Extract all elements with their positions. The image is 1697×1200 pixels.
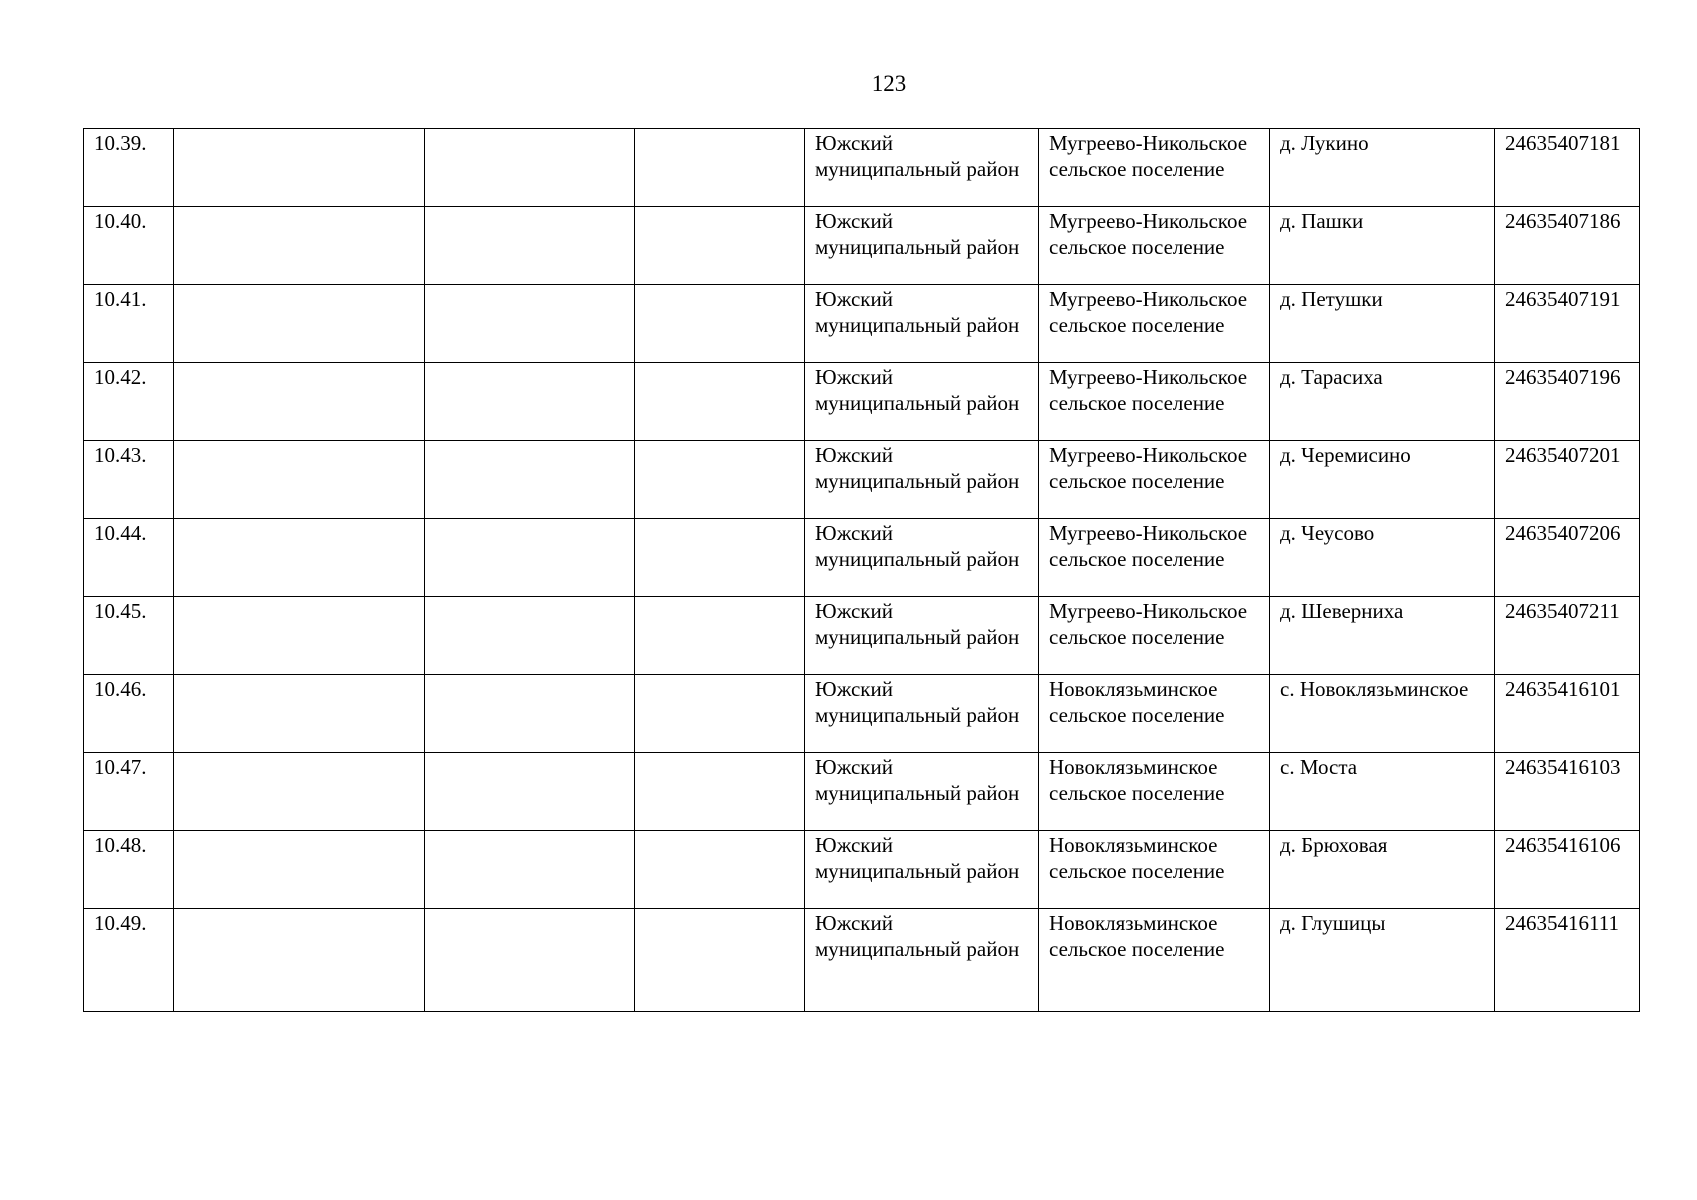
locality-cell: д. Брюховая	[1270, 831, 1495, 909]
oktmo-code-cell: 24635407181	[1495, 129, 1640, 207]
empty-cell	[425, 753, 635, 831]
district-cell: Южский муниципальный район	[805, 207, 1039, 285]
oktmo-code-cell: 24635407186	[1495, 207, 1640, 285]
row-number: 10.44.	[84, 519, 174, 597]
row-number: 10.49.	[84, 909, 174, 1012]
empty-cell	[635, 363, 805, 441]
oktmo-code-cell: 24635407196	[1495, 363, 1640, 441]
empty-cell	[635, 909, 805, 1012]
empty-cell	[174, 909, 425, 1012]
empty-cell	[635, 675, 805, 753]
locality-cell: д. Черемисино	[1270, 441, 1495, 519]
row-number: 10.46.	[84, 675, 174, 753]
district-cell: Южский муниципальный район	[805, 441, 1039, 519]
district-cell: Южский муниципальный район	[805, 909, 1039, 1012]
empty-cell	[635, 519, 805, 597]
locality-cell: с. Новоклязьминское	[1270, 675, 1495, 753]
empty-cell	[425, 129, 635, 207]
locality-cell: с. Моста	[1270, 753, 1495, 831]
empty-cell	[425, 441, 635, 519]
locality-cell: д. Глушицы	[1270, 909, 1495, 1012]
settlement-cell: Мугреево-Никольское сельское поселение	[1039, 519, 1270, 597]
empty-cell	[174, 753, 425, 831]
oktmo-code-cell: 24635407191	[1495, 285, 1640, 363]
empty-cell	[425, 207, 635, 285]
empty-cell	[635, 285, 805, 363]
settlement-cell: Мугреево-Никольское сельское поселение	[1039, 285, 1270, 363]
empty-cell	[174, 441, 425, 519]
district-cell: Южский муниципальный район	[805, 519, 1039, 597]
settlement-cell: Мугреево-Никольское сельское поселение	[1039, 207, 1270, 285]
table-row	[84, 519, 1640, 597]
settlement-cell: Новоклязьминское сельское поселение	[1039, 909, 1270, 1012]
empty-cell	[635, 207, 805, 285]
empty-cell	[635, 597, 805, 675]
locality-cell: д. Пашки	[1270, 207, 1495, 285]
oktmo-code-cell: 24635407201	[1495, 441, 1640, 519]
table-row	[84, 909, 1640, 1012]
settlement-cell: Новоклязьминское сельское поселение	[1039, 831, 1270, 909]
empty-cell	[174, 675, 425, 753]
row-number: 10.43.	[84, 441, 174, 519]
table-row	[84, 285, 1640, 363]
district-cell: Южский муниципальный район	[805, 363, 1039, 441]
empty-cell	[174, 285, 425, 363]
table-row	[84, 207, 1640, 285]
table-row	[84, 363, 1640, 441]
table-row	[84, 831, 1640, 909]
empty-cell	[174, 207, 425, 285]
district-cell: Южский муниципальный район	[805, 285, 1039, 363]
settlements-table	[83, 128, 1640, 1012]
row-number: 10.47.	[84, 753, 174, 831]
row-number: 10.45.	[84, 597, 174, 675]
settlement-cell: Мугреево-Никольское сельское поселение	[1039, 129, 1270, 207]
oktmo-code-cell: 24635407206	[1495, 519, 1640, 597]
table-row	[84, 675, 1640, 753]
locality-cell: д. Шеверниха	[1270, 597, 1495, 675]
district-cell: Южский муниципальный район	[805, 753, 1039, 831]
oktmo-code-cell: 24635407211	[1495, 597, 1640, 675]
empty-cell	[425, 363, 635, 441]
row-number: 10.48.	[84, 831, 174, 909]
settlement-cell: Новоклязьминское сельское поселение	[1039, 675, 1270, 753]
empty-cell	[425, 285, 635, 363]
oktmo-code-cell: 24635416101	[1495, 675, 1640, 753]
empty-cell	[425, 675, 635, 753]
table-row	[84, 753, 1640, 831]
page-number: 123	[871, 71, 907, 96]
empty-cell	[425, 831, 635, 909]
district-cell: Южский муниципальный район	[805, 675, 1039, 753]
empty-cell	[425, 909, 635, 1012]
row-number: 10.41.	[84, 285, 174, 363]
district-cell: Южский муниципальный район	[805, 597, 1039, 675]
settlement-cell: Новоклязьминское сельское поселение	[1039, 753, 1270, 831]
row-number: 10.39.	[84, 129, 174, 207]
oktmo-code-cell: 24635416103	[1495, 753, 1640, 831]
empty-cell	[635, 831, 805, 909]
empty-cell	[174, 519, 425, 597]
table-row	[84, 597, 1640, 675]
oktmo-code-cell: 24635416111	[1495, 909, 1640, 1012]
empty-cell	[174, 831, 425, 909]
empty-cell	[174, 597, 425, 675]
empty-cell	[425, 519, 635, 597]
locality-cell: д. Чеусово	[1270, 519, 1495, 597]
locality-cell: д. Петушки	[1270, 285, 1495, 363]
settlement-cell: Мугреево-Никольское сельское поселение	[1039, 363, 1270, 441]
empty-cell	[174, 129, 425, 207]
district-cell: Южский муниципальный район	[805, 831, 1039, 909]
table-row	[84, 129, 1640, 207]
settlement-cell: Мугреево-Никольское сельское поселение	[1039, 441, 1270, 519]
settlement-cell: Мугреево-Никольское сельское поселение	[1039, 597, 1270, 675]
oktmo-code-cell: 24635416106	[1495, 831, 1640, 909]
empty-cell	[635, 129, 805, 207]
row-number: 10.40.	[84, 207, 174, 285]
table-row	[84, 441, 1640, 519]
row-number: 10.42.	[84, 363, 174, 441]
locality-cell: д. Лукино	[1270, 129, 1495, 207]
empty-cell	[635, 441, 805, 519]
district-cell: Южский муниципальный район	[805, 129, 1039, 207]
empty-cell	[174, 363, 425, 441]
empty-cell	[425, 597, 635, 675]
locality-cell: д. Тарасиха	[1270, 363, 1495, 441]
empty-cell	[635, 753, 805, 831]
